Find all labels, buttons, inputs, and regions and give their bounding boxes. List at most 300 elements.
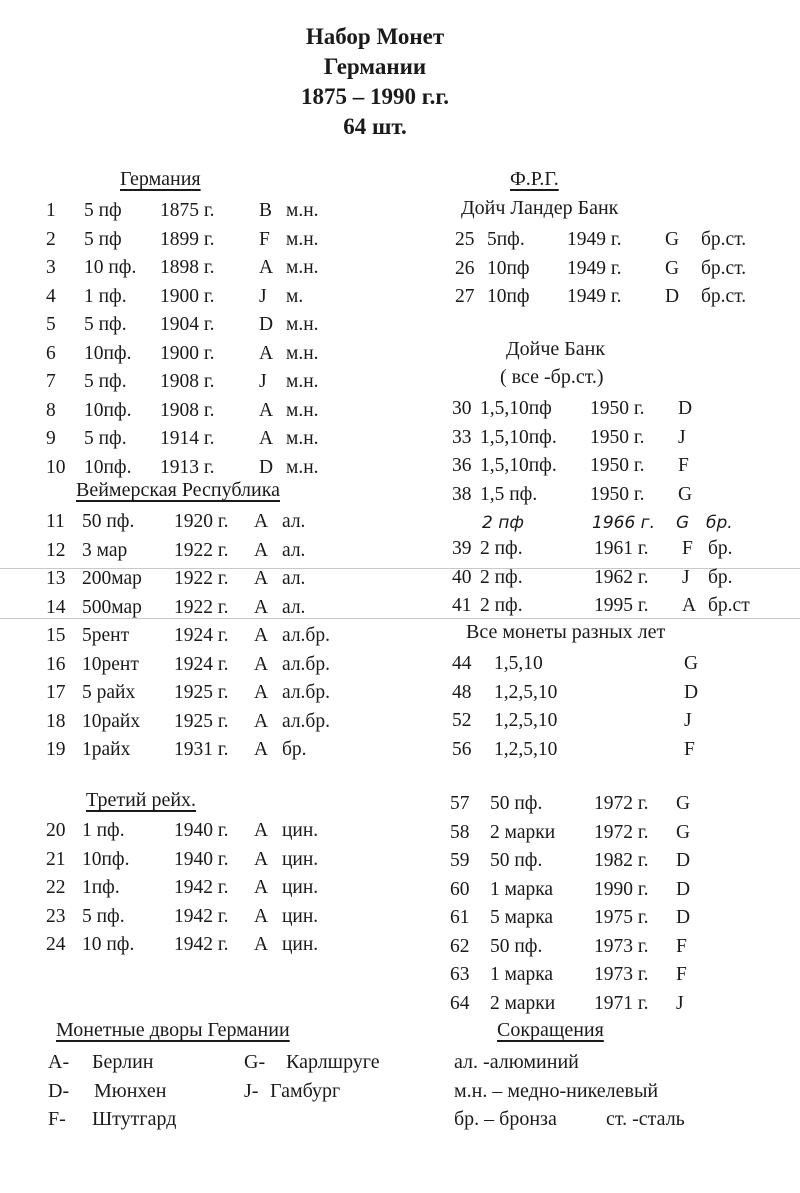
coin-year: 1922 г. [174, 568, 229, 589]
coin-year: 1990 г. [594, 878, 649, 900]
coin-year: 1924 г. [174, 653, 229, 675]
coin-number: 27 [455, 286, 475, 307]
coin-number: 4 [46, 285, 56, 307]
coin-year: 1875 г. [160, 200, 215, 221]
coin-year: 1950 г. [590, 483, 645, 505]
mint-name: Мюнхен [94, 1079, 167, 1102]
coin-number: 48 [452, 681, 472, 703]
coin-denomination: 5 пф. [84, 428, 127, 449]
coin-year: 1942 г. [174, 877, 229, 898]
coin-material: цин. [282, 848, 319, 870]
coin-year: 1920 г. [174, 511, 229, 532]
coin-row [46, 425, 406, 454]
coin-year: 1975 г. [594, 907, 649, 928]
coin-denomination: 10пф. [84, 342, 132, 364]
coin-year: 1940 г. [174, 848, 229, 870]
coin-year: 1950 г. [590, 455, 645, 476]
late-list [450, 790, 790, 1018]
coin-mint: J [676, 992, 684, 1014]
coin-row [452, 481, 792, 510]
coin-material: бр. [708, 538, 733, 559]
coin-mint: A [254, 682, 269, 703]
document-title [0, 22, 750, 142]
coin-material: бр. [282, 739, 307, 760]
coin-number: 62 [450, 935, 470, 957]
coin-year: 1971 г. [594, 992, 649, 1014]
coin-denomination: 1,2,5,10 [494, 681, 558, 703]
mint-name: Берлин [92, 1051, 154, 1073]
coin-material: м.н. [286, 228, 319, 250]
all-years-heading: Все монеты разных лет [466, 621, 666, 643]
handwritten-note [452, 509, 792, 538]
coin-mint: A [254, 820, 269, 841]
coin-year: 1908 г. [160, 399, 215, 421]
coin-mint: A [259, 342, 274, 364]
coin-material: м.н. [286, 456, 319, 478]
coin-material: ал. [282, 539, 306, 561]
coin-mint: A [254, 934, 269, 955]
coin-denomination: 1,5,10пф. [480, 426, 557, 448]
coin-denomination: 2 пф. [480, 566, 523, 588]
coin-denomination: 10 пф. [82, 934, 135, 955]
coin-denomination: 10рент [82, 653, 139, 675]
coin-year: 1922 г. [174, 539, 229, 561]
coin-material: ал. [282, 511, 306, 532]
coin-mint: F [682, 538, 693, 559]
coin-mint: G [678, 483, 693, 505]
coin-number: 21 [46, 848, 66, 870]
coin-material: ал.бр. [282, 710, 330, 732]
coin-material: цин. [282, 877, 319, 898]
weimar-list [46, 508, 406, 765]
germany-list [46, 197, 406, 482]
coin-row [455, 255, 795, 284]
coin-number: 8 [46, 399, 56, 421]
mint-name: Гамбург [270, 1079, 341, 1102]
abbreviations-list [454, 1048, 794, 1134]
section-heading-mints: Монетные дворы Германии [56, 1019, 290, 1041]
coin-row [450, 933, 790, 962]
coin-mint: A [254, 905, 269, 927]
coin-row [452, 424, 792, 453]
coin-denomination: 5рент [82, 625, 130, 646]
coin-mint: D [259, 456, 274, 478]
coin-row [46, 340, 406, 369]
coin-row [46, 817, 406, 846]
coin-denomination: 10 пф. [84, 257, 137, 278]
coin-number: 9 [46, 428, 56, 449]
coin-number: 57 [450, 793, 470, 814]
all-years-list [452, 650, 792, 764]
coin-mint: J [682, 566, 690, 588]
handwritten-year: 1966 г. [592, 513, 656, 533]
coin-denomination: 1,2,5,10 [494, 710, 558, 731]
coin-denomination: 3 мар [82, 539, 128, 561]
bank1-list [455, 226, 795, 312]
coin-row [450, 961, 790, 990]
coin-material: ал.бр. [282, 682, 330, 703]
coin-row [46, 537, 406, 566]
coin-material: бр.ст [708, 595, 750, 616]
coin-number: 39 [452, 538, 472, 559]
coin-row [46, 708, 406, 737]
coin-year: 1898 г. [160, 257, 215, 278]
coin-mint: A [254, 877, 269, 898]
coin-denomination: 1,5,10пф. [480, 455, 557, 476]
title-line-1: Набор Монет [305, 24, 445, 49]
coin-mint: A [254, 596, 269, 618]
coin-denomination: 2 марки [490, 821, 556, 843]
coin-number: 11 [46, 511, 65, 532]
coin-year: 1900 г. [160, 342, 215, 364]
coin-mint: J [678, 426, 686, 448]
coin-denomination: 1пф. [82, 877, 120, 898]
coin-material: ал.бр. [282, 653, 330, 675]
coin-row [46, 283, 406, 312]
bank-heading-2: Дойче Банк [506, 338, 606, 360]
coin-row [452, 395, 792, 424]
third-reich-list [46, 817, 406, 960]
coin-denomination: 1,5,10пф [480, 398, 552, 419]
coin-number: 14 [46, 596, 66, 618]
coin-row [46, 397, 406, 426]
coin-material: м.н. [286, 428, 319, 449]
coin-denomination: 50 пф. [490, 935, 543, 957]
title-line-4: 64 шт. [343, 114, 407, 139]
coin-row [455, 226, 795, 255]
coin-material: бр.ст. [701, 286, 747, 307]
coin-mint: A [259, 428, 274, 449]
coin-denomination: 1,2,5,10 [494, 738, 558, 760]
coin-year: 1950 г. [590, 426, 645, 448]
coin-material: м.н. [286, 257, 319, 278]
coin-material: бр.ст. [701, 257, 747, 279]
coin-year: 1973 г. [594, 964, 649, 985]
coin-row [46, 931, 406, 960]
coin-year: 1900 г. [160, 285, 215, 307]
coin-year: 1949 г. [567, 257, 622, 279]
coin-denomination: 5 пф [84, 228, 122, 250]
coin-denomination: 5 пф. [84, 314, 127, 335]
coin-year: 1913 г. [160, 456, 215, 478]
coin-mint: A [254, 625, 269, 646]
coin-row [46, 594, 406, 623]
coin-denomination: 1райх [82, 739, 131, 760]
coin-row [46, 311, 406, 340]
coin-material: ал.бр. [282, 625, 330, 646]
coin-row [46, 622, 406, 651]
coin-number: 41 [452, 595, 472, 616]
mints-list [48, 1048, 428, 1134]
coin-denomination: 5 райх [82, 682, 136, 703]
coin-number: 3 [46, 257, 56, 278]
coin-denomination: 200мар [82, 568, 142, 589]
coin-number: 7 [46, 371, 56, 392]
coin-denomination: 1,5,10 [494, 653, 543, 674]
coin-denomination: 500мар [82, 596, 142, 618]
mint-code: A- [48, 1051, 70, 1073]
coin-year: 1904 г. [160, 314, 215, 335]
coin-denomination: 10райх [82, 710, 141, 732]
coin-mint: F [684, 738, 695, 760]
coin-row [452, 650, 792, 679]
coin-number: 26 [455, 257, 475, 279]
coin-number: 20 [46, 820, 66, 841]
section-heading-third-reich: Третий рейх. [86, 789, 197, 811]
coin-mint: D [684, 681, 699, 703]
coin-mint: D [676, 850, 691, 871]
coin-mint: J [259, 371, 267, 392]
coin-number: 17 [46, 682, 66, 703]
coin-row [452, 736, 792, 765]
coin-row [46, 254, 406, 283]
coin-row [450, 990, 790, 1019]
coin-mint: F [678, 455, 689, 476]
coin-mint: D [665, 286, 680, 307]
coin-mint: G [665, 229, 680, 250]
coin-material: бр. [708, 566, 733, 588]
coin-mint: B [259, 200, 273, 221]
title-line-2: Германии [323, 54, 427, 79]
handwritten-denomination: 2 пф [482, 513, 524, 533]
coin-denomination: 5 марка [490, 907, 554, 928]
coin-mint: A [259, 399, 274, 421]
coin-row [46, 226, 406, 255]
coin-year: 1949 г. [567, 286, 622, 307]
mint-code: D- [48, 1079, 70, 1102]
coin-year: 1962 г. [594, 566, 649, 588]
section-heading-abbreviations: Сокращения [497, 1019, 604, 1041]
coin-material: цин. [282, 934, 319, 955]
coin-year: 1973 г. [594, 935, 649, 957]
coin-row [455, 283, 795, 312]
coin-mint: A [259, 257, 274, 278]
bank2-list [452, 395, 792, 509]
coin-year: 1924 г. [174, 625, 229, 646]
coin-number: 60 [450, 878, 470, 900]
coin-mint: D [259, 314, 274, 335]
coin-number: 44 [452, 653, 472, 674]
coin-row [450, 790, 790, 819]
coin-row [452, 535, 792, 564]
coin-row [46, 736, 406, 765]
coin-number: 25 [455, 229, 475, 250]
coin-row [46, 651, 406, 680]
coin-mint: F [676, 935, 687, 957]
coin-row [46, 508, 406, 537]
coin-row [450, 876, 790, 905]
coin-number: 22 [46, 877, 66, 898]
coin-row [46, 197, 406, 226]
coin-mint: A [254, 710, 269, 732]
mint-name: Штутгард [92, 1108, 177, 1130]
coin-mint: A [254, 511, 269, 532]
mint-code: F- [48, 1108, 66, 1130]
coin-row [46, 454, 406, 483]
coin-year: 1914 г. [160, 428, 215, 449]
abbreviation-line: м.н. – медно-никелевый [454, 1079, 659, 1102]
coin-number: 33 [452, 426, 472, 448]
coin-mint: J [684, 710, 692, 731]
coin-mint: A [254, 653, 269, 675]
coin-mint: A [682, 595, 697, 616]
coin-material: м.н. [286, 200, 319, 221]
coin-number: 15 [46, 625, 66, 646]
coin-year: 1925 г. [174, 710, 229, 732]
coin-year: 1942 г. [174, 905, 229, 927]
coin-row [46, 368, 406, 397]
coin-number: 23 [46, 905, 66, 927]
coin-material: м. [286, 285, 304, 307]
coin-number: 36 [452, 455, 472, 476]
abbreviation-line: бр. – бронза [454, 1108, 557, 1130]
coin-mint: D [678, 398, 693, 419]
coin-mint: D [676, 878, 691, 900]
coin-year: 1925 г. [174, 682, 229, 703]
coin-number: 16 [46, 653, 66, 675]
coin-denomination: 10пф. [84, 456, 132, 478]
coin-row [452, 564, 792, 593]
coin-year: 1949 г. [567, 229, 622, 250]
coin-year: 1931 г. [174, 739, 229, 760]
coin-mint: G [665, 257, 680, 279]
coin-denomination: 10пф. [82, 848, 130, 870]
coin-row [450, 904, 790, 933]
coin-number: 63 [450, 964, 470, 985]
coin-denomination: 50 пф. [82, 511, 135, 532]
coin-year: 1972 г. [594, 793, 649, 814]
coin-number: 2 [46, 228, 56, 250]
coin-number: 5 [46, 314, 56, 335]
section-heading-weimar: Веймерская Республика [76, 479, 281, 501]
coin-denomination: 5 пф [84, 200, 122, 221]
coin-mint: F [259, 228, 270, 250]
coin-mint: G [684, 653, 699, 674]
coin-year: 1908 г. [160, 371, 215, 392]
coin-year: 1982 г. [594, 850, 649, 871]
coin-number: 30 [452, 398, 472, 419]
coin-year: 1899 г. [160, 228, 215, 250]
coin-number: 12 [46, 539, 66, 561]
coin-row [452, 679, 792, 708]
extra-list [452, 535, 792, 621]
coin-mint: G [676, 793, 691, 814]
coin-number: 38 [452, 483, 472, 505]
coin-row [452, 707, 792, 736]
section-heading-frg: Ф.Р.Г. [510, 168, 559, 190]
coin-material: ал. [282, 596, 306, 618]
coin-denomination: 10пф [487, 257, 530, 279]
coin-material: м.н. [286, 399, 319, 421]
coin-mint: F [676, 964, 687, 985]
coin-year: 1922 г. [174, 596, 229, 618]
coin-year: 1940 г. [174, 820, 229, 841]
coin-mint: J [259, 285, 267, 307]
coin-mint: A [254, 739, 269, 760]
coin-row [450, 847, 790, 876]
coin-number: 10 [46, 456, 66, 478]
coin-denomination: 2 пф. [480, 538, 523, 559]
coin-denomination: 2 пф. [480, 595, 523, 616]
abbreviation-line: ст. -сталь [606, 1108, 685, 1130]
coin-year: 1950 г. [590, 398, 645, 419]
handwritten-mint: G [676, 513, 690, 533]
coin-denomination: 1,5 пф. [480, 483, 538, 505]
coin-row [452, 592, 792, 621]
coin-number: 59 [450, 850, 470, 871]
title-line-3: 1875 – 1990 г.г. [301, 84, 449, 109]
coin-denomination: 1 марка [490, 878, 554, 900]
coin-number: 24 [46, 934, 66, 955]
coin-row [46, 903, 406, 932]
coin-row [46, 679, 406, 708]
coin-number: 64 [450, 992, 470, 1014]
coin-row [46, 846, 406, 875]
coin-number: 56 [452, 738, 472, 760]
coin-number: 6 [46, 342, 56, 364]
coin-denomination: 50 пф. [490, 793, 543, 814]
coin-material: цин. [282, 905, 319, 927]
coin-mint: A [254, 848, 269, 870]
bank-heading-1: Дойч Ландер Банк [461, 197, 619, 219]
section-heading-germany: Германия [120, 168, 201, 190]
coin-row [450, 819, 790, 848]
coin-number: 1 [46, 200, 56, 221]
coin-number: 19 [46, 739, 66, 760]
handwritten-material: бр. [706, 513, 733, 533]
coin-material: м.н. [286, 314, 319, 335]
coin-number: 40 [452, 566, 472, 588]
coin-denomination: 10пф [487, 286, 530, 307]
coin-year: 1972 г. [594, 821, 649, 843]
coin-mint: G [676, 821, 691, 843]
mint-code: J- [244, 1079, 259, 1102]
abbreviation-line: ал. -алюминий [454, 1051, 579, 1073]
coin-material: ал. [282, 568, 306, 589]
coin-denomination: 1 марка [490, 964, 554, 985]
coin-number: 58 [450, 821, 470, 843]
coin-number: 52 [452, 710, 472, 731]
coin-number: 61 [450, 907, 470, 928]
coin-mint: A [254, 539, 269, 561]
coin-denomination: 1 пф. [84, 285, 127, 307]
bank2-note: ( все -бр.ст.) [500, 366, 604, 388]
coin-year: 1961 г. [594, 538, 649, 559]
coin-material: м.н. [286, 371, 319, 392]
coin-denomination: 5 пф. [84, 371, 127, 392]
coin-mint: D [676, 907, 691, 928]
mint-name: Карлшруге [286, 1051, 380, 1073]
coin-row [46, 874, 406, 903]
coin-denomination: 10пф. [84, 399, 132, 421]
coin-material: м.н. [286, 342, 319, 364]
coin-denomination: 5пф. [487, 229, 525, 250]
coin-row [46, 565, 406, 594]
coin-denomination: 2 марки [490, 992, 556, 1014]
coin-year: 1942 г. [174, 934, 229, 955]
coin-denomination: 1 пф. [82, 820, 125, 841]
coin-denomination: 5 пф. [82, 905, 125, 927]
coin-row [452, 452, 792, 481]
coin-mint: A [254, 568, 269, 589]
coin-material: цин. [282, 820, 319, 841]
coin-year: 1995 г. [594, 595, 649, 616]
coin-denomination: 50 пф. [490, 850, 543, 871]
coin-material: бр.ст. [701, 229, 747, 250]
coin-number: 13 [46, 568, 66, 589]
mint-code: G- [244, 1051, 266, 1073]
coin-number: 18 [46, 710, 66, 732]
